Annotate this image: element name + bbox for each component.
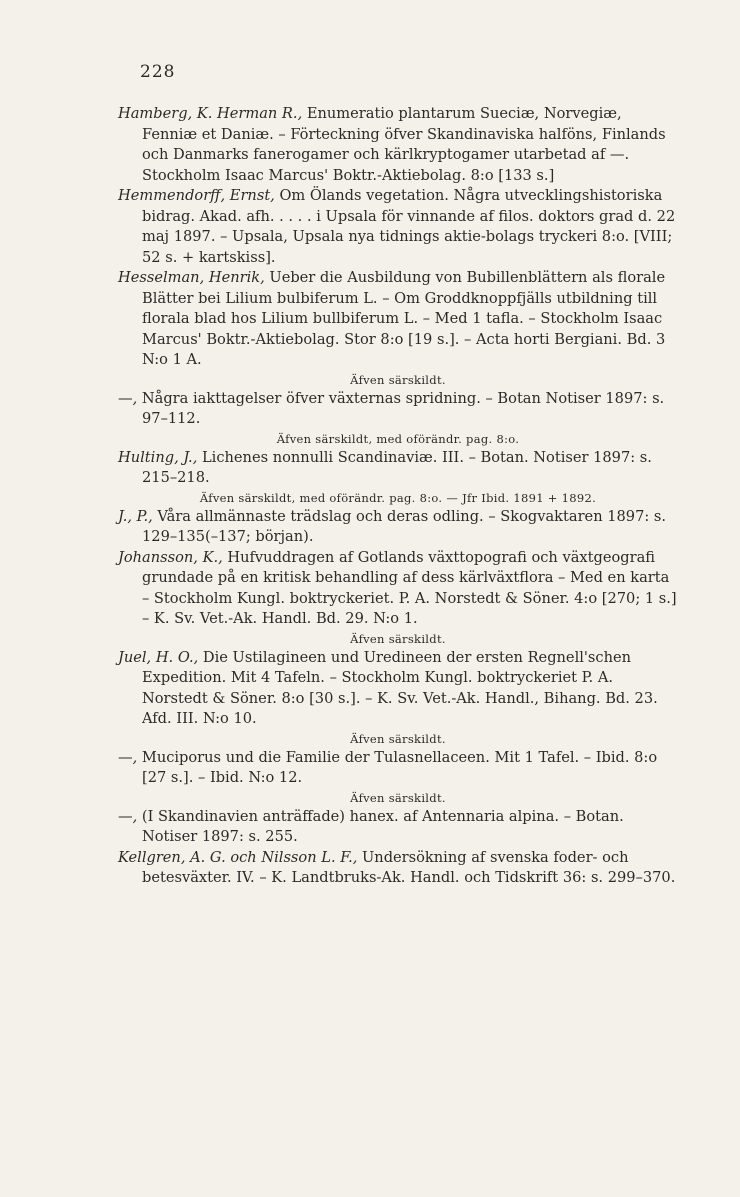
entry-author: —, — [118, 807, 138, 825]
entry-paragraph — [118, 648, 678, 730]
entry-paragraph — [118, 507, 678, 548]
entry-paragraph — [118, 389, 678, 430]
entry-text: Die Ustilagineen und Uredineen der ersten Regnell'schen Expedition. Mit 4 Tafeln. – Stockholm Kungl. boktryckeriet P. A. Norstedt & Söner. 8:o [30 s.]. – K. Sv. Vet.-Ak. Handl., Bihang. Bd. 23. Afd. III. N:o 10. — [142, 648, 658, 727]
entry-note: Äfven särskildt, med oförändr. pag. 8:o. — [276, 431, 520, 446]
entry-author: Kellgren, A. G. och Nilsson L. F., — [118, 848, 358, 866]
entry-paragraph — [118, 268, 678, 371]
page-number: 228 — [140, 62, 176, 82]
bibliography-entry — [118, 268, 678, 389]
bibliography-entry — [118, 186, 678, 268]
bibliography-entry — [118, 848, 678, 889]
entry-paragraph — [118, 104, 678, 186]
entry-author: Hemmendorff, Ernst, — [118, 187, 275, 204]
entry-paragraph — [118, 807, 678, 848]
entry-text: Ueber die Ausbildung von Bubillenblättern als florale Blätter bei Lilium bulbiferum L. – Om Groddknoppfjälls utbildning till florala blad hos Lilium bullbiferum L. – Med 1 tafla. – Stockholm Isaac Marcus' Boktr.-Aktiebolag. Stor 8:o [19 s.]. – Acta horti Bergiani. Bd. 3 N:o 1 A. — [142, 269, 666, 368]
entry-note: Äfven särskildt. — [350, 372, 446, 387]
entry-note: Äfven särskildt. — [350, 790, 446, 805]
entry-text: Lichenes nonnulli Scandinaviæ. III. – Botan. Notiser 1897: s. 215–218. — [142, 448, 652, 486]
entry-author: Juel, H. O., — [118, 648, 199, 666]
entry-author: Johansson, K., — [118, 548, 223, 566]
entry-author: Hamberg, K. Herman R., — [118, 105, 303, 122]
bibliography-entry — [118, 748, 678, 807]
bibliography-entry — [118, 548, 678, 648]
entry-note: Äfven särskildt. — [350, 631, 446, 646]
entry-text: Våra allmännaste trädslag och deras odling. – Skogvaktaren 1897: s. 129–135(–137; början). — [142, 507, 667, 545]
entry-paragraph — [118, 848, 678, 889]
entry-author: J., P., — [118, 507, 153, 525]
entry-text: Några iakttagelser öfver växternas spridning. – Botan Notiser 1897: s. 97–112. — [141, 389, 665, 427]
entry-paragraph — [118, 448, 678, 489]
bibliography-entry — [118, 104, 678, 186]
entry-text: Hufvuddragen af Gotlands växttopografi och växtgeografi grundade på en kritisk behandling af dess kärlväxtflora – Med en karta – Stockholm Kungl. boktryckeriet. P. A. Norstedt & Söner. 4:o [270; 1 s.] – K. Sv. Vet.-Ak. Handl. Bd. 29. N:o 1. — [142, 548, 677, 627]
entry-paragraph — [118, 748, 678, 789]
entry-note: Äfven särskildt. — [350, 731, 446, 746]
bibliography-list — [118, 104, 678, 889]
entry-text: Om Ölands vegetation. Några utvecklingshistoriska bidrag. Akad. afh. . . . . i Upsala för vinnande af filos. doktors grad d. 22 maj 1897. – Upsala, Upsala nya tidnings aktie-bolags tryckeri 8:o. [VIII; 52 s. + kartskiss]. — [142, 187, 676, 266]
bibliography-entry — [118, 807, 678, 848]
entry-author: Hesselman, Henrik, — [118, 269, 265, 286]
entry-note: Äfven särskildt, med oförändr. pag. 8:o. — Jfr Ibid. 1891 + 1892. — [199, 490, 597, 505]
entry-text: Undersökning af svenska foder- och betesväxter. IV. – K. Landtbruks-Ak. Handl. och Tidskrift 36: s. 299–370. — [142, 848, 676, 886]
entry-author: —, — [118, 389, 138, 407]
entry-paragraph — [118, 186, 678, 268]
entry-author: Hulting, J., — [118, 448, 198, 466]
entry-author: —, — [118, 748, 138, 766]
bibliography-entry — [118, 648, 678, 748]
entry-text: Muciporus und die Familie der Tulasnellaceen. Mit 1 Tafel. – Ibid. 8:o [27 s.]. – Ibid. N:o 12. — [141, 748, 658, 786]
bibliography-entry — [118, 448, 678, 507]
entry-text: (I Skandinavien anträffade) hanex. af Antennaria alpina. – Botan. Notiser 1897: s. 255. — [141, 807, 624, 845]
entry-paragraph — [118, 548, 678, 630]
bibliography-entry — [118, 389, 678, 448]
bibliography-entry — [118, 507, 678, 548]
entry-text: Enumeratio plantarum Sueciæ, Norvegiæ, Fenniæ et Daniæ. – Förteckning öfver Skandinaviska halföns, Finlands och Danmarks fanerogamer och kärlkryptogamer utarbetad af —. Stockholm Isaac Marcus' Boktr.-Aktiebolag. 8:o [133 s.] — [142, 105, 666, 184]
